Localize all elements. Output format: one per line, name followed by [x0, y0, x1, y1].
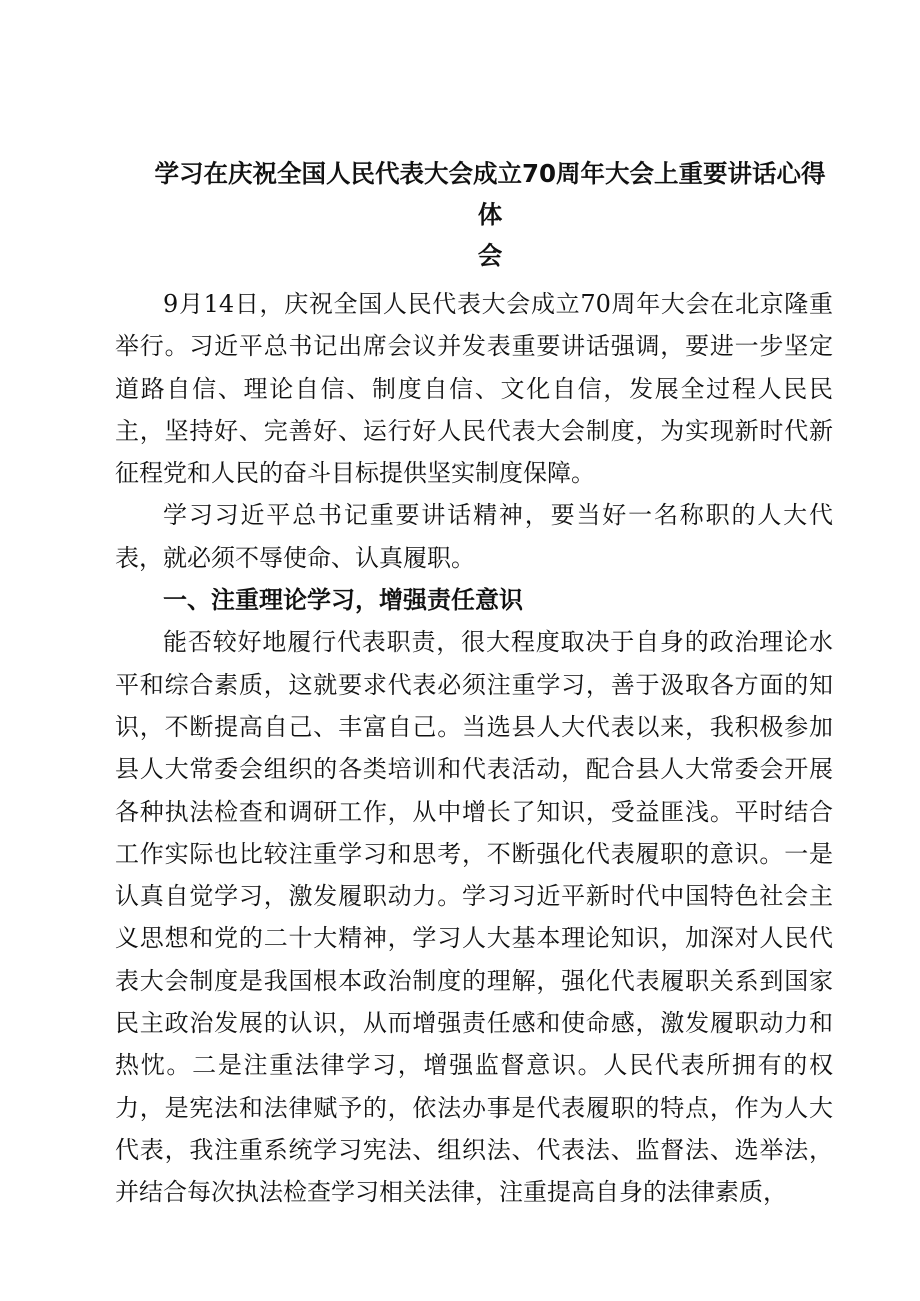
title-line-2: 会 [477, 241, 503, 270]
summary-paragraph: 学习习近平总书记重要讲话精神，要当好一名称职的人大代表，就必须不辱使命、认真履职。 [115, 501, 833, 572]
section-1-paragraph: 能否较好地履行代表职责，很大程度取决于自身的政治理论水平和综合素质，这就要求代表必须注重学习，善于汲取各方面的知识，不断提高自己、丰富自己。当选县人大代表以来，我积极参加县人大常委会组织的各类培训和代表活动，配合县人大常委会开展各种执法检查和调研工作，从中增长了知识，受益匪浅。平时结合工作实际也比较注重学习和思考，不断强化代表履职的意识。一是认真自觉学习，激发履职动力。学习习近平新时代中国特色社会主义思想和党的二十大精神，学习人大基本理论知识，加深对人民代表大会制度是我国根本政治制度的理解，强化代表履职关系到国家民主政治发展的认识，从而增强责任感和使命感，激发履职动力和热忱。二是注重法律学习，增强监督意识。人民代表所拥有的权力，是宪法和法律赋予的，依法办事是代表履职的特点，作为人大代表，我注重系统学习宪法、组织法、代表法、监督法、选举法，并结合每次执法检查学习相关法律，注重提高自身的法律素质， [115, 628, 833, 1207]
document-body [115, 283, 833, 1214]
document-title [150, 153, 830, 276]
intro-paragraph: 9月14日，庆祝全国人民代表大会成立70周年大会在北京隆重举行。习近平总书记出席会议并发表重要讲话强调，要进一步坚定道路自信、理论自信、制度自信、文化自信，发展全过程人民民主，坚持好、完善好、运行好人民代表大会制度，为实现新时代新征程党和人民的奋斗目标提供坚实制度保障。 [115, 290, 833, 488]
title-line-1: 学习在庆祝全国人民代表大会成立70周年大会上重要讲话心得体 [154, 159, 826, 229]
section-heading-1: 一、注重理论学习，增强责任意识 [163, 586, 523, 615]
